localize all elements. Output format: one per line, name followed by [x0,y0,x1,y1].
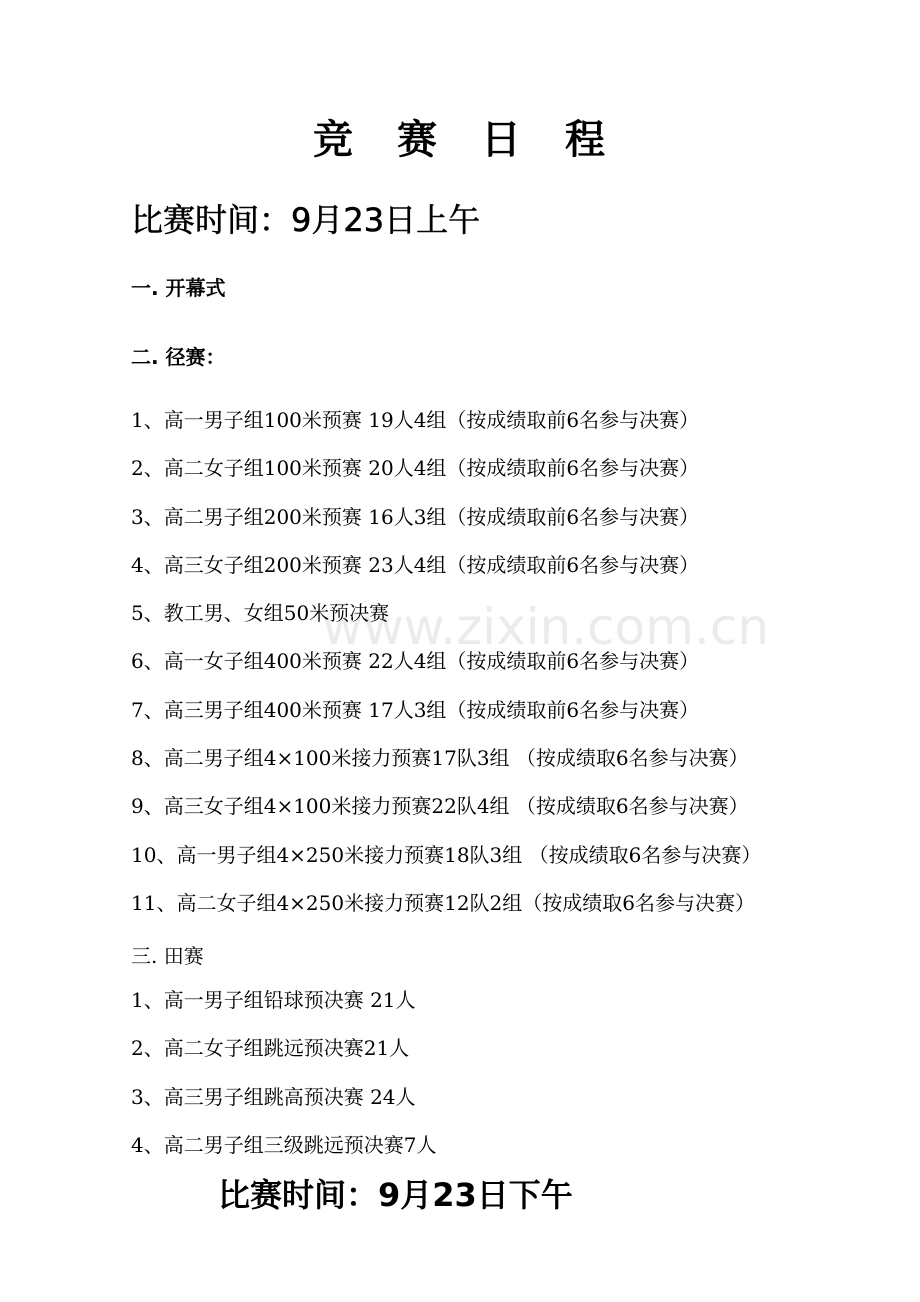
list-item: 4、高二男子组三级跳远预决赛7人 [131,1132,437,1157]
list-item: 5、教工男、女组50米预决赛 [131,601,390,626]
watermark: www.zixin.com.cn [322,598,770,656]
list-item: 10、高一男子组4×250米接力预赛18队3组 （按成绩取6名参与决赛） [131,842,762,867]
track-event-list [131,408,761,939]
list-item: 4、高三女子组200米预赛 23人4组（按成绩取前6名参与决赛） [131,552,700,577]
session-morning-heading: 比赛时间：9月23日上午 [131,201,481,239]
field-event-list [131,988,436,1181]
list-item: 6、高一女子组400米预赛 22人4组（按成绩取前6名参与决赛） [131,649,700,674]
section-track: 二. 径赛： [131,345,226,369]
list-item: 1、高一男子组100米预赛 19人4组（按成绩取前6名参与决赛） [131,408,700,432]
list-item: 11、高二女子组4×250米接力预赛12队2组（按成绩取6名参与决赛） [131,890,756,915]
list-item: 2、高二女子组跳远预决赛21人 [131,1036,410,1061]
list-item: 9、高三女子组4×100米接力预赛22队4组 （按成绩取6名参与决赛） [131,794,749,819]
session-afternoon-heading: 比赛时间：9月23日下午 [218,1176,573,1214]
list-item: 3、高二男子组200米预赛 16人3组（按成绩取前6名参与决赛） [131,504,700,529]
list-item: 7、高三男子组400米预赛 17人3组（按成绩取前6名参与决赛） [131,697,700,722]
list-item: 8、高二男子组4×100米接力预赛17队3组 （按成绩取6名参与决赛） [131,746,749,771]
list-item: 3、高三男子组跳高预决赛 24人 [131,1084,416,1109]
section-field: 三. 田赛 [131,944,204,968]
page-title: 竞 赛 日 程 [313,117,607,163]
list-item: 2、高二女子组100米预赛 20人4组（按成绩取前6名参与决赛） [131,456,700,481]
section-opening: 一. 开幕式 [131,276,226,300]
list-item: 1、高一男子组铅球预决赛 21人 [131,988,416,1012]
